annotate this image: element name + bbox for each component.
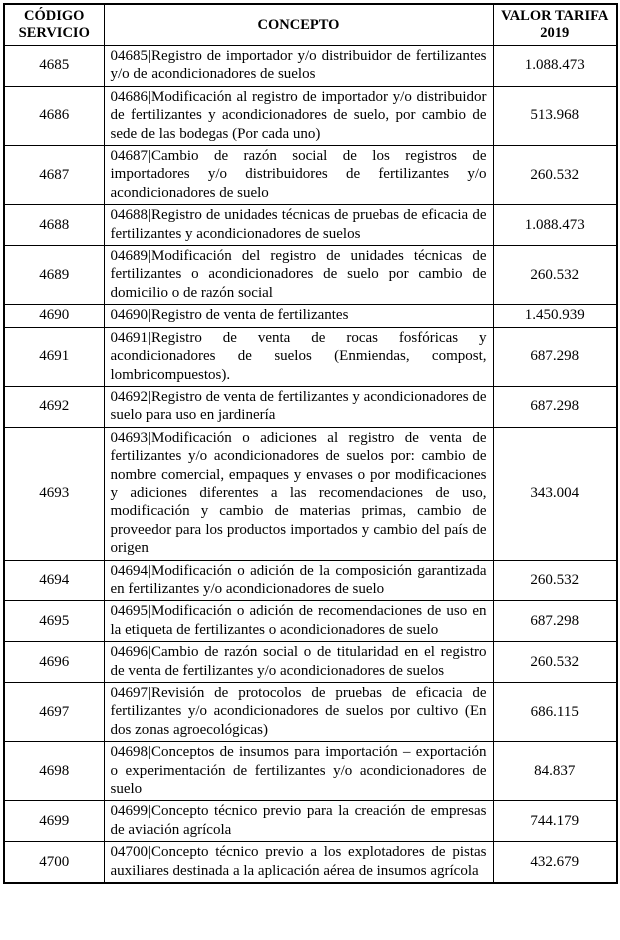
concept-cell: 04698|Conceptos de insumos para importación – exportación o experimentación de fertilizantes y/o acondicionadores de suelo bbox=[104, 742, 493, 801]
concept-cell: 04700|Concepto técnico previo a los explotadores de pistas auxiliares destinada a la aplicación aérea de insumos agrícola bbox=[104, 842, 493, 883]
tariff-value-cell: 687.298 bbox=[493, 386, 617, 427]
table-header bbox=[4, 4, 617, 46]
concept-cell: 04689|Modificación del registro de unidades técnicas de fertilizantes o acondicionadores de suelo por cambio de domicilio o de razón social bbox=[104, 246, 493, 305]
service-code-cell: 4692 bbox=[4, 386, 104, 427]
tariff-value-cell: 687.298 bbox=[493, 327, 617, 386]
table-row bbox=[4, 801, 617, 842]
tariff-value-cell: 1.088.473 bbox=[493, 205, 617, 246]
table-row bbox=[4, 86, 617, 145]
service-code-cell: 4698 bbox=[4, 742, 104, 801]
service-code-cell: 4695 bbox=[4, 601, 104, 642]
concept-cell: 04699|Concepto técnico previo para la creación de empresas de aviación agrícola bbox=[104, 801, 493, 842]
header-codigo-servicio: CÓDIGO SERVICIO bbox=[4, 4, 104, 46]
tariff-value-cell: 513.968 bbox=[493, 86, 617, 145]
service-code-cell: 4685 bbox=[4, 46, 104, 87]
table-row bbox=[4, 146, 617, 205]
tariff-value-cell: 686.115 bbox=[493, 683, 617, 742]
concept-cell: 04692|Registro de venta de fertilizantes y acondicionadores de suelo para uso en jardinería bbox=[104, 386, 493, 427]
tariff-value-cell: 260.532 bbox=[493, 560, 617, 601]
header-concepto: CONCEPTO bbox=[104, 4, 493, 46]
tariff-value-cell: 260.532 bbox=[493, 246, 617, 305]
concept-cell: 04691|Registro de venta de rocas fosfóricas y acondicionadores de suelos (Enmiendas, compost, lombricompuestos). bbox=[104, 327, 493, 386]
concept-cell: 04690|Registro de venta de fertilizantes bbox=[104, 305, 493, 327]
header-row bbox=[4, 4, 617, 46]
tariff-value-cell: 260.532 bbox=[493, 642, 617, 683]
concept-cell: 04687|Cambio de razón social de los registros de importadores y/o distribuidores de fertilizantes y/o acondicionadores de suelo bbox=[104, 146, 493, 205]
concept-cell: 04694|Modificación o adición de la composición garantizada en fertilizantes y/o acondicionadores de suelo bbox=[104, 560, 493, 601]
service-code-cell: 4690 bbox=[4, 305, 104, 327]
table-row bbox=[4, 305, 617, 327]
table-row bbox=[4, 46, 617, 87]
table-row bbox=[4, 742, 617, 801]
service-code-cell: 4696 bbox=[4, 642, 104, 683]
table-row bbox=[4, 642, 617, 683]
service-code-cell: 4700 bbox=[4, 842, 104, 883]
concept-cell: 04688|Registro de unidades técnicas de pruebas de eficacia de fertilizantes y acondicionadores de suelos bbox=[104, 205, 493, 246]
service-code-cell: 4688 bbox=[4, 205, 104, 246]
tariff-value-cell: 84.837 bbox=[493, 742, 617, 801]
table-row bbox=[4, 386, 617, 427]
tariff-value-cell: 260.532 bbox=[493, 146, 617, 205]
table-row bbox=[4, 327, 617, 386]
service-code-cell: 4691 bbox=[4, 327, 104, 386]
tariff-value-cell: 744.179 bbox=[493, 801, 617, 842]
concept-cell: 04695|Modificación o adición de recomendaciones de uso en la etiqueta de fertilizantes o acondicionadores de suelo bbox=[104, 601, 493, 642]
tariff-value-cell: 1.088.473 bbox=[493, 46, 617, 87]
tariff-value-cell: 687.298 bbox=[493, 601, 617, 642]
service-code-cell: 4699 bbox=[4, 801, 104, 842]
tariff-value-cell: 1.450.939 bbox=[493, 305, 617, 327]
concept-cell: 04693|Modificación o adiciones al registro de venta de fertilizantes y/o acondicionadores de suelos por: cambio de nombre comercial, empaques y envases o por modificaciones y adiciones diferentes a las recomendaciones de uso, modificación y cambio de materias primas, cambio de proveedor para los productos importados y cambio del país de origen bbox=[104, 427, 493, 560]
table-row bbox=[4, 601, 617, 642]
concept-cell: 04697|Revisión de protocolos de pruebas de eficacia de fertilizantes y/o acondicionadores de suelos por cultivo (En dos zonas agroecológicas) bbox=[104, 683, 493, 742]
service-code-cell: 4687 bbox=[4, 146, 104, 205]
table-row bbox=[4, 683, 617, 742]
table-row bbox=[4, 205, 617, 246]
service-code-cell: 4693 bbox=[4, 427, 104, 560]
concept-cell: 04686|Modificación al registro de importador y/o distribuidor de fertilizantes y acondicionadores de suelo, por cambio de sede de las bodegas (Por cada uno) bbox=[104, 86, 493, 145]
service-code-cell: 4694 bbox=[4, 560, 104, 601]
table-body bbox=[4, 46, 617, 884]
service-code-cell: 4697 bbox=[4, 683, 104, 742]
header-valor-tarifa-2019: VALOR TARIFA 2019 bbox=[493, 4, 617, 46]
table-row bbox=[4, 842, 617, 883]
table-row bbox=[4, 560, 617, 601]
service-code-cell: 4689 bbox=[4, 246, 104, 305]
concept-cell: 04696|Cambio de razón social o de titularidad en el registro de venta de fertilizantes y/o acondicionadores de suelos bbox=[104, 642, 493, 683]
tariff-table bbox=[3, 3, 618, 884]
tariff-value-cell: 432.679 bbox=[493, 842, 617, 883]
table-row bbox=[4, 246, 617, 305]
tariff-value-cell: 343.004 bbox=[493, 427, 617, 560]
service-code-cell: 4686 bbox=[4, 86, 104, 145]
concept-cell: 04685|Registro de importador y/o distribuidor de fertilizantes y/o de acondicionadores de suelos bbox=[104, 46, 493, 87]
table-row bbox=[4, 427, 617, 560]
